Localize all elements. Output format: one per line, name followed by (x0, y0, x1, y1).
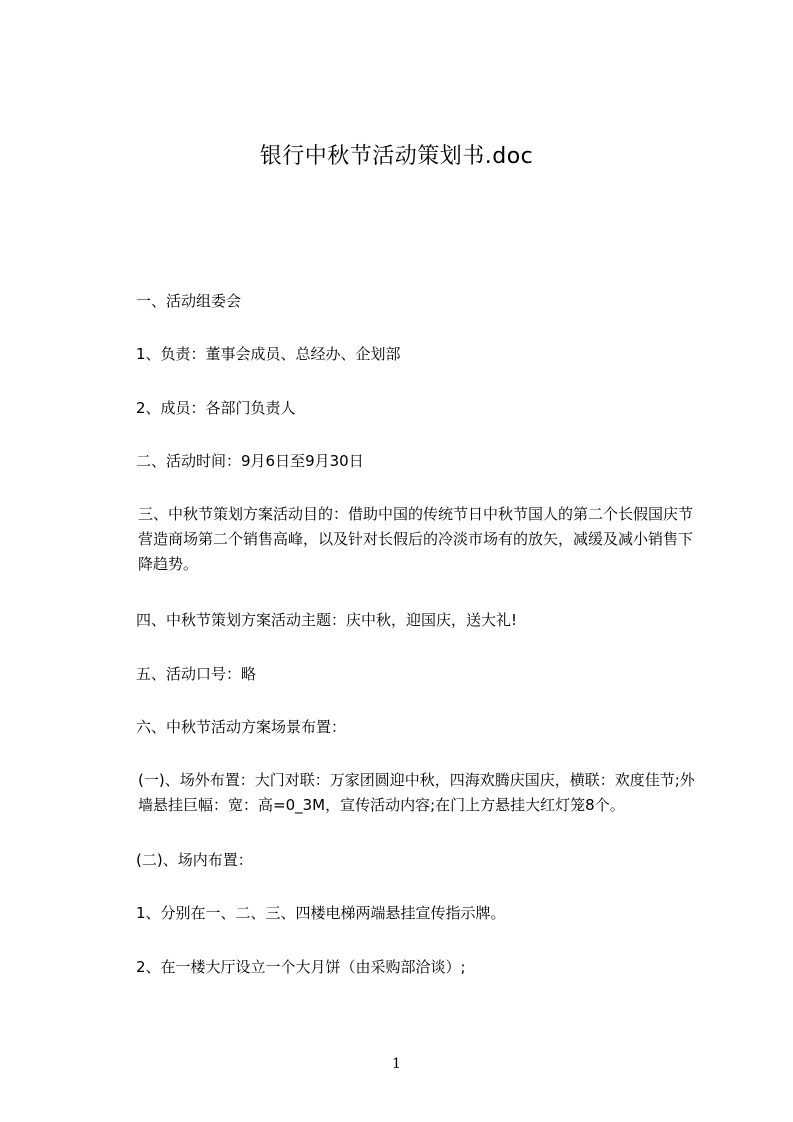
paragraph-text: (二)、场内布置： (136, 851, 253, 869)
paragraph-text: 2、成员：各部门负责人 (136, 399, 296, 417)
paragraph-slogan (104, 662, 700, 687)
paragraph-indoor-layout (104, 848, 700, 873)
paragraph-text: 四、中秋节策划方案活动主题：庆中秋，迎国庆，送大礼! (136, 611, 518, 629)
paragraph-text: 1、负责：董事会成员、总经办、企划部 (136, 345, 401, 363)
paragraph-responsible (104, 342, 700, 367)
paragraph-members (104, 396, 700, 421)
paragraph-activity-time (104, 449, 700, 474)
paragraph-activity-purpose (104, 502, 700, 577)
paragraph-activity-theme (104, 608, 700, 633)
paragraph-outdoor-layout (104, 768, 700, 818)
paragraph-text: 五、活动口号：略 (136, 665, 257, 683)
page-number: 1 (392, 1056, 401, 1072)
paragraph-text: 2、在一楼大厅设立一个大月饼（由采购部洽谈）; (136, 958, 466, 976)
paragraph-organizing-committee (104, 289, 700, 314)
paragraph-text: 1、分别在一、二、三、四楼电梯两端悬挂宣传指示牌。 (136, 904, 506, 922)
paragraph-elevator-signs (104, 901, 700, 926)
paragraph-mooncake (104, 955, 700, 980)
document-title: 银行中秋节活动策划书.doc (259, 144, 534, 169)
paragraph-text: 一、活动组委会 (136, 292, 242, 310)
paragraph-text: 六、中秋节活动方案场景布置： (136, 718, 347, 736)
paragraph-text: (一)、场外布置：大门对联：万家团圆迎中秋，四海欢腾庆国庆，横联：欢度佳节;外墙悬挂巨幅：宽：高=0_3M，宣传活动内容;在门上方悬挂大红灯笼8个。 (138, 771, 695, 814)
paragraph-scene-layout (104, 715, 700, 740)
paragraph-text: 三、中秋节策划方案活动目的：借助中国的传统节日中秋节国人的第二个长假国庆节营造商场第二个销售高峰，以及针对长假后的冷淡市场有的放矢，减缓及减小销售下降趋势。 (138, 505, 694, 573)
paragraph-text: 二、活动时间：9月6日至9月30日 (136, 452, 364, 470)
